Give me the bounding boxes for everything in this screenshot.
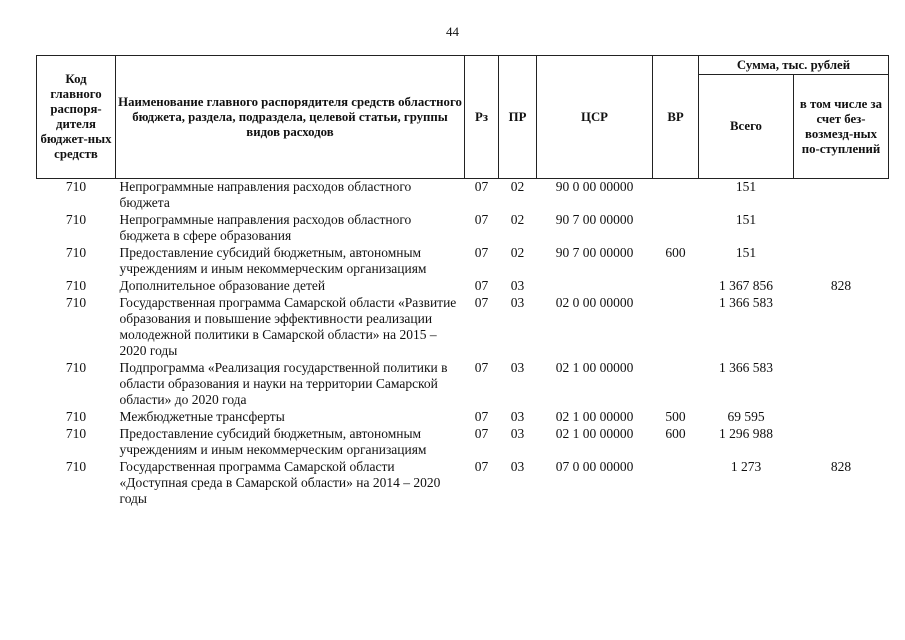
header-free: в том числе за счет без-возмезд-ных по-ступлений — [794, 75, 889, 179]
row-rz: 07 — [474, 245, 489, 260]
row-rz: 07 — [474, 426, 489, 441]
row-rz: 07 — [474, 212, 489, 227]
row-vr: 600 — [665, 426, 686, 441]
row-free — [794, 360, 889, 409]
row-code: 710 — [65, 459, 87, 474]
header-vr: ВР — [653, 56, 699, 179]
row-total: 151 — [735, 212, 757, 227]
row-vr — [653, 295, 699, 360]
table-row — [37, 295, 889, 360]
row-vr: 500 — [665, 409, 686, 424]
row-rz: 07 — [474, 459, 489, 474]
row-code: 710 — [65, 212, 87, 227]
row-code: 710 — [65, 278, 87, 293]
row-total: 151 — [735, 245, 757, 260]
table-header — [37, 56, 889, 179]
row-pr: 03 — [510, 295, 525, 310]
row-rz: 07 — [474, 179, 489, 194]
row-code: 710 — [65, 360, 87, 375]
row-name: Государственная программа Самарской области «Доступная среда в Самарской области» на 2014 – 2020 годы — [119, 459, 441, 506]
row-free: 828 — [830, 459, 852, 474]
row-code: 710 — [65, 426, 87, 441]
row-pr: 02 — [510, 212, 525, 227]
row-name: Дополнительное образование детей — [119, 278, 326, 293]
row-pr: 02 — [510, 245, 525, 260]
row-pr: 03 — [510, 426, 525, 441]
row-rz: 07 — [474, 409, 489, 424]
row-vr — [653, 278, 699, 295]
row-free — [794, 295, 889, 360]
row-csr — [537, 278, 653, 295]
row-total: 1 366 583 — [719, 295, 773, 310]
row-csr: 90 7 00 00000 — [555, 245, 634, 260]
row-code: 710 — [65, 179, 87, 194]
table-body — [37, 179, 889, 509]
row-rz: 07 — [474, 295, 489, 310]
row-free — [794, 245, 889, 278]
row-total: 1 366 583 — [719, 360, 773, 375]
row-name: Непрограммные направления расходов областного бюджета — [119, 179, 412, 210]
row-total: 151 — [735, 179, 757, 194]
row-csr: 90 0 00 00000 — [555, 179, 634, 194]
header-csr: ЦСР — [537, 56, 653, 179]
row-free — [794, 409, 889, 426]
row-code: 710 — [65, 245, 87, 260]
header-total: Всего — [699, 75, 794, 179]
row-total: 1 367 856 — [719, 278, 773, 293]
row-total: 69 595 — [727, 409, 765, 424]
table-row — [37, 212, 889, 245]
table-row — [37, 245, 889, 278]
row-pr: 03 — [510, 360, 525, 375]
row-total: 1 296 988 — [719, 426, 773, 441]
header-pr: ПР — [499, 56, 537, 179]
row-vr: 600 — [665, 245, 686, 260]
table-row — [37, 179, 889, 213]
row-name: Непрограммные направления расходов областного бюджета в сфере образования — [119, 212, 412, 243]
row-code: 710 — [65, 409, 87, 424]
row-free — [794, 212, 889, 245]
row-csr: 02 1 00 00000 — [555, 409, 634, 424]
table-row — [37, 409, 889, 426]
header-code: Код главного распоря-дителя бюджет-ных средств — [37, 56, 116, 179]
page-number: 44 — [446, 24, 459, 39]
row-csr: 02 1 00 00000 — [555, 426, 634, 441]
row-vr — [653, 179, 699, 213]
table-row — [37, 426, 889, 459]
row-code: 710 — [65, 295, 87, 310]
row-name: Межбюджетные трансферты — [119, 409, 285, 424]
row-name: Предоставление субсидий бюджетным, автономным учреждениям и иным некоммерческим организациям — [119, 426, 427, 457]
row-csr: 90 7 00 00000 — [555, 212, 634, 227]
row-csr: 07 0 00 00000 — [555, 459, 634, 474]
row-pr: 03 — [510, 409, 525, 424]
row-rz: 07 — [474, 278, 489, 293]
header-rz: Рз — [465, 56, 499, 179]
row-name: Подпрограмма «Реализация государственной политики в области образования и науки на территории Самарской области» до 2020 года — [119, 360, 448, 407]
row-name: Государственная программа Самарской области «Развитие образования и повышение эффективности реализации молодежной политики в Самарской области» на 2015 – 2020 годы — [119, 295, 457, 358]
row-rz: 07 — [474, 360, 489, 375]
row-csr: 02 1 00 00000 — [555, 360, 634, 375]
table-row — [37, 278, 889, 295]
header-sum: Сумма, тыс. рублей — [699, 56, 889, 75]
row-vr — [653, 459, 699, 508]
row-name: Предоставление субсидий бюджетным, автономным учреждениям и иным некоммерческим организациям — [119, 245, 427, 276]
row-vr — [653, 212, 699, 245]
table-row — [37, 360, 889, 409]
row-pr: 03 — [510, 278, 525, 293]
row-vr — [653, 360, 699, 409]
header-name: Наименование главного распорядителя средств областного бюджета, раздела, подраздела, целевой статьи, группы видов расходов — [116, 56, 465, 179]
row-free: 828 — [830, 278, 852, 293]
row-total: 1 273 — [730, 459, 762, 474]
row-pr: 02 — [510, 179, 525, 194]
row-csr: 02 0 00 00000 — [555, 295, 634, 310]
row-pr: 03 — [510, 459, 525, 474]
row-free — [794, 426, 889, 459]
row-free — [794, 179, 889, 213]
budget-table — [36, 55, 889, 508]
table-row — [37, 459, 889, 508]
